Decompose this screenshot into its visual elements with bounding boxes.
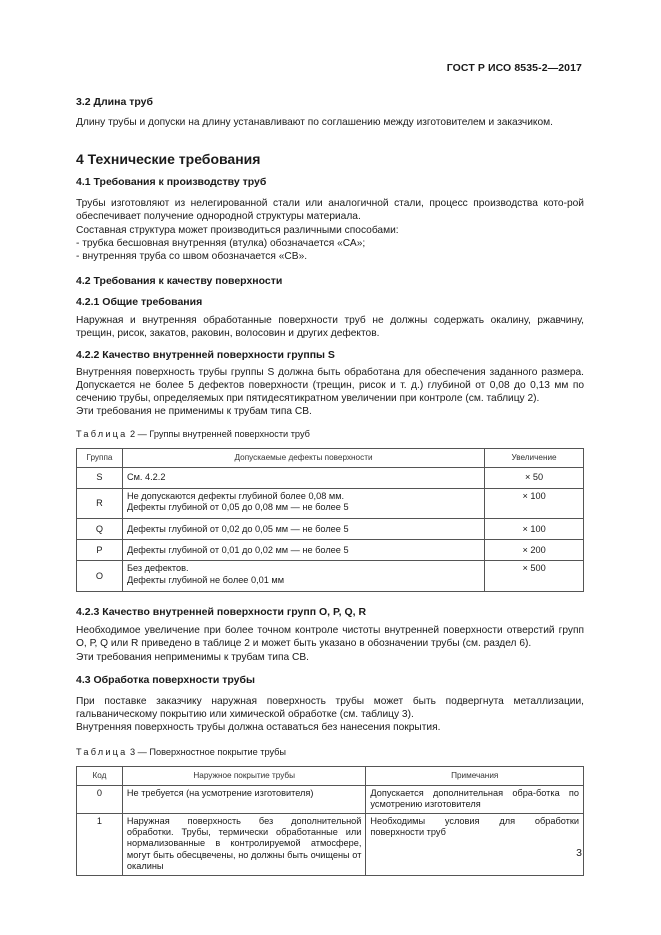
cell-defects xyxy=(122,540,484,561)
cell-defects xyxy=(122,488,484,519)
table-3-header-notes: Примечания xyxy=(366,766,584,785)
table-3-body xyxy=(77,785,584,875)
cell-magnification: × 50 xyxy=(485,467,584,488)
heading-4-2-3: 4.2.3 Качество внутренней поверхности групп O, P, Q, R xyxy=(76,606,367,619)
cell-defects xyxy=(122,561,484,592)
cell-defects xyxy=(122,519,484,540)
table-row xyxy=(77,813,584,875)
cell-coating: Не требуется (на усмотрение изготовителя) xyxy=(122,785,366,813)
page-number: 3 xyxy=(576,847,582,859)
table-row xyxy=(77,488,584,519)
paragraph-4-2-2-b: Эти требования не применимы к трубам типа СВ. xyxy=(76,406,312,418)
table-3-caption xyxy=(76,746,584,759)
heading-4-2-1: 4.2.1 Общие требования xyxy=(76,296,203,309)
table-row xyxy=(77,561,584,592)
cell-notes: Допускается дополнительная обра-ботка по усмотрению изготовителя xyxy=(366,785,584,813)
cell-group: R xyxy=(77,488,123,519)
defect-line: Дефекты глубиной не более 0,01 мм xyxy=(126,574,285,585)
table-3-caption-prefix: Таблица xyxy=(76,747,128,758)
cell-notes: Необходимы условия для обработки поверхности труб xyxy=(366,813,584,875)
paragraph-4-2-3-a: Необходимое увеличение при более точном контроле чистоты внутренней поверхности отверстий групп О, Р, Q или R приведено в таблице 2 и может быть указано в обозначении трубы (см. раздел 6). xyxy=(76,625,584,650)
table-row xyxy=(77,519,584,540)
table-2-body xyxy=(77,467,584,592)
cell-group: S xyxy=(77,467,123,488)
cell-group: Q xyxy=(77,519,123,540)
table-2-caption xyxy=(76,428,584,441)
paragraph-4-2-2-a: Внутренняя поверхность трубы группы S должна быть обработана для обеспечения заданного размера. Допускается не более 5 дефектов поверхности (трещин, рисок и т. д.) глубиной от 0,08 до 0,13 мм по сечению трубы, определяемых при пятидесятикратном увеличении при контроле (см. таблицу 2). xyxy=(76,366,584,405)
table-row xyxy=(77,540,584,561)
cell-magnification: × 100 xyxy=(485,519,584,540)
document-id: ГОСТ Р ИСО 8535-2—2017 xyxy=(446,62,582,74)
table-3 xyxy=(76,766,584,876)
paragraph-4-2-3-b: Эти требования неприменимы к трубам типа СВ. xyxy=(76,651,309,663)
paragraph-4-3-a: При поставке заказчику наружная поверхность трубы может быть подвергнута металлизации, гальваническому покрытию или химической обработке (см. таблицу 3). xyxy=(76,695,584,721)
paragraph-4-1-a: Трубы изготовляют из нелегированной стали или аналогичной стали, процесс производства кото-рой обеспечивает получение однородной структуры материала. xyxy=(76,198,584,223)
defect-line: Дефекты глубиной от 0,05 до 0,08 мм — не более 5 xyxy=(126,502,349,513)
heading-4: 4 Технические требования xyxy=(76,151,261,168)
table-2-header-group: Группа xyxy=(77,448,123,467)
heading-4-3: 4.3 Обработка поверхности трубы xyxy=(76,673,255,686)
cell-group: O xyxy=(77,561,123,592)
defect-line: Не допускаются дефекты глубиной более 0,08 мм. xyxy=(126,490,345,501)
document-body xyxy=(76,96,584,876)
list-item-cb: - внутренняя труба со швом обозначается «СВ». xyxy=(76,251,308,263)
cell-magnification: × 200 xyxy=(485,540,584,561)
cell-magnification: × 500 xyxy=(485,561,584,592)
cell-group: P xyxy=(77,540,123,561)
table-row xyxy=(77,785,584,813)
table-2-caption-text: 2 — Группы внутренней поверхности труб xyxy=(130,429,310,440)
paragraph-4-1-b: Составная структура может производиться различными способами: xyxy=(76,224,399,236)
cell-code: 1 xyxy=(77,813,123,875)
cell-magnification: × 100 xyxy=(485,488,584,519)
paragraph-4-3-b: Внутренняя поверхность трубы должна оставаться без нанесения покрытия. xyxy=(76,722,441,734)
table-2-header-row xyxy=(77,448,584,467)
cell-coating: Наружная поверхность без дополнительной обработки. Трубы, термически обработанные или нормализованные в контролируемой атмосфере, могут быть обесцвечены, но должны быть очищены от окалины xyxy=(122,813,366,875)
paragraph-4-2-1: Наружная и внутренняя обработанные поверхности труб не должны содержать окалину, ржавчину, трещин, рисок, закатов, раковин, волосовин и других дефектов. xyxy=(76,315,584,340)
list-item-ca: - трубка бесшовная внутренняя (втулка) обозначается «СА»; xyxy=(76,237,366,249)
heading-4-1: 4.1 Требования к производству труб xyxy=(76,176,267,189)
table-row xyxy=(77,467,584,488)
table-2-caption-prefix: Таблица xyxy=(76,429,128,440)
table-2-header-defects: Допускаемые дефекты поверхности xyxy=(122,448,484,467)
table-2-header-magnification: Увеличение xyxy=(485,448,584,467)
defect-line: Дефекты глубиной от 0,02 до 0,05 мм — не более 5 xyxy=(126,523,349,534)
cell-defects xyxy=(122,467,484,488)
heading-4-2: 4.2 Требования к качеству поверхности xyxy=(76,275,283,288)
table-3-caption-text: 3 — Поверхностное покрытие трубы xyxy=(130,747,287,758)
table-2 xyxy=(76,448,584,593)
cell-code: 0 xyxy=(77,785,123,813)
heading-4-2-2: 4.2.2 Качество внутренней поверхности группы S xyxy=(76,348,335,361)
table-3-header-code: Код xyxy=(77,766,123,785)
table-3-header-row xyxy=(77,766,584,785)
defect-line: Дефекты глубиной от 0,01 до 0,02 мм — не более 5 xyxy=(126,544,349,555)
defect-line: См. 4.2.2 xyxy=(126,471,166,482)
paragraph-3-2: Длину трубы и допуски на длину устанавливают по соглашению между изготовителем и заказчиком. xyxy=(76,117,554,128)
defect-line: Без дефектов. xyxy=(126,563,189,574)
table-3-header-coating: Наружное покрытие трубы xyxy=(122,766,366,785)
heading-3-2: 3.2 Длина труб xyxy=(76,96,153,108)
